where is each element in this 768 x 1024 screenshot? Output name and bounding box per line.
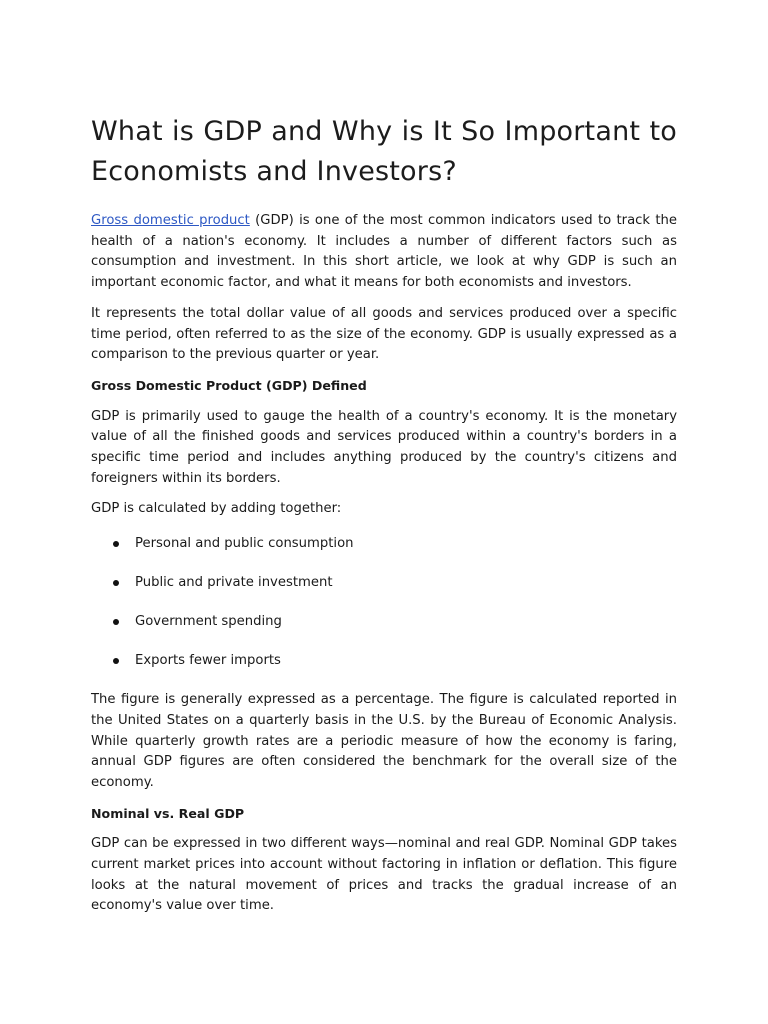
list-item — [91, 573, 677, 593]
paragraph-calculation-intro: GDP is calculated by adding together: — [91, 501, 342, 517]
section-heading-nominal-vs-real: Nominal vs. Real GDP — [91, 805, 245, 821]
gdp-components-list — [91, 534, 677, 671]
bullet-icon — [113, 580, 119, 586]
bullet-icon — [113, 658, 119, 664]
bullet-icon — [113, 619, 119, 625]
paragraph-percentage: The figure is generally expressed as a percentage. The figure is calculated reported in the United States on a quarterly basis in the U.S. by the Bureau of Economic Analysis. While quarterly growth rates are a periodic measure of how the economy is faring, annual GDP figures are often considered the benchmark for the overall size of the economy. — [91, 692, 677, 790]
list-item — [91, 651, 677, 671]
list-item-text: Personal and public consumption — [135, 536, 354, 552]
list-item-text: Exports fewer imports — [135, 653, 281, 669]
section-heading-gdp-defined: Gross Domestic Product (GDP) Defined — [91, 377, 367, 393]
paragraph-gdp-definition: GDP is primarily used to gauge the health of a country's economy. It is the monetary value of all the finished goods and services produced within a country's borders in a specific time period and includes anything produced by the country's citizens and foreigners within its borders. — [91, 408, 677, 486]
paragraph-size-of-economy: It represents the total dollar value of all goods and services produced over a specific time period, often referred to as the size of the economy. GDP is usually expressed as a comparison to the previous quarter or year. — [91, 305, 677, 363]
gdp-definition-link[interactable]: Gross domestic product — [91, 213, 250, 228]
list-item-text: Government spending — [135, 614, 282, 630]
list-item-text: Public and private investment — [135, 575, 333, 591]
intro-paragraph — [91, 211, 677, 294]
list-item — [91, 534, 677, 554]
intro-text: (GDP) is one of the most common indicators used to track the health of a nation's economy. It includes a number of different factors such as consumption and investment. In this short article, we look at why GDP is such an important economic factor, and what it means for both economists and investors. — [91, 213, 677, 291]
document-page — [91, 112, 677, 927]
paragraph-nominal-real: GDP can be expressed in two different ways—nominal and real GDP. Nominal GDP takes current market prices into account without factoring in inflation or deflation. This figure looks at the natural movement of prices and tracks the gradual increase of an economy's value over time. — [91, 836, 677, 914]
article-title: What is GDP and Why is It So Important to Economists and Investors? — [91, 116, 677, 187]
list-item — [91, 612, 677, 632]
bullet-icon — [113, 541, 119, 547]
